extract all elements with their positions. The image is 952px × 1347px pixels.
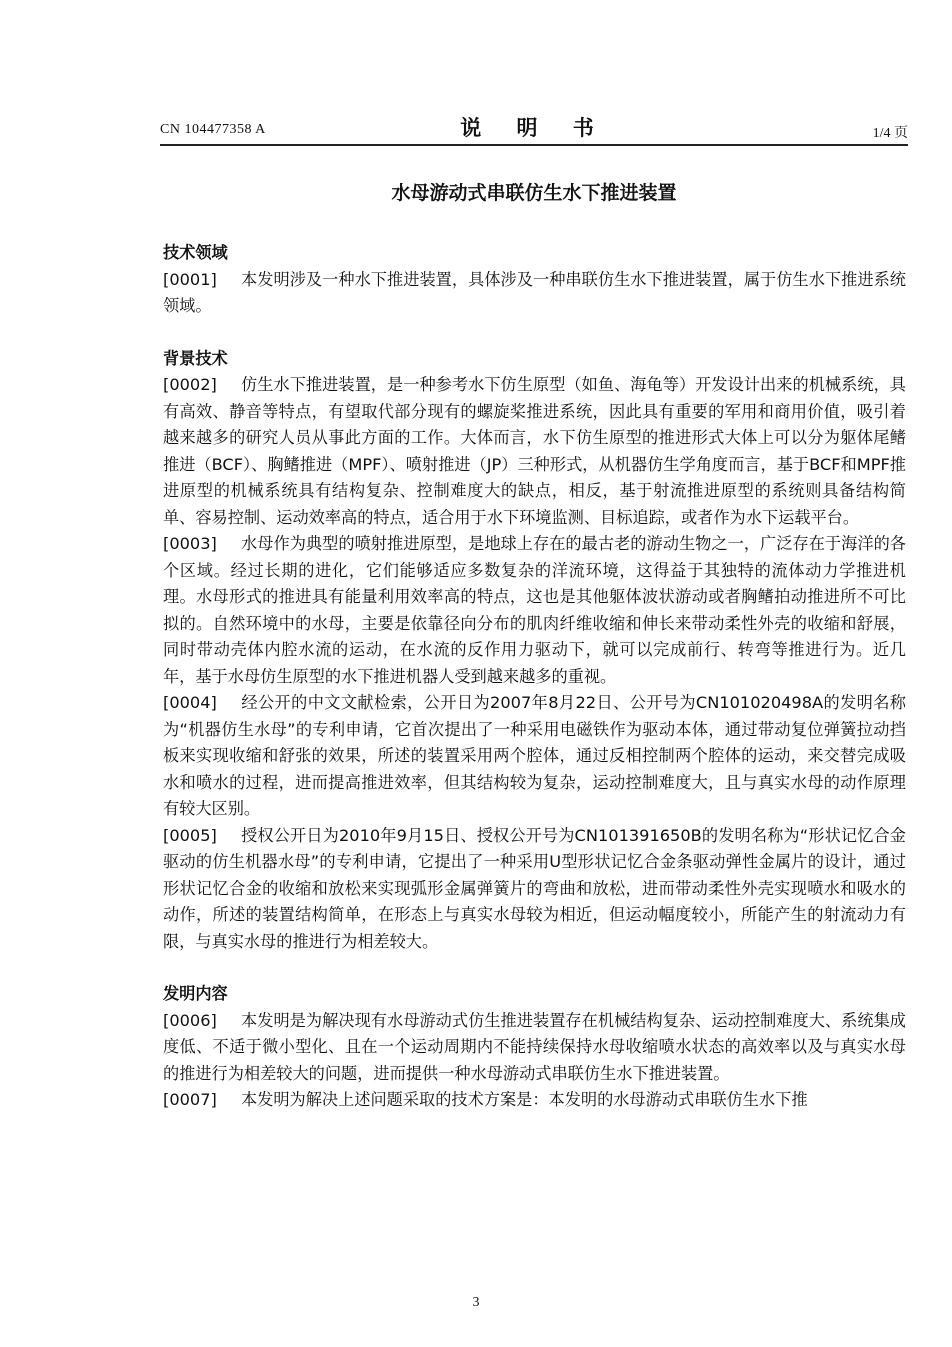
section-heading: 背景技术 (163, 348, 228, 368)
page-number: 3 (472, 1295, 480, 1310)
page-header (160, 112, 908, 146)
paragraph-0005 (163, 823, 906, 956)
paragraph-number: [0007] (163, 1090, 217, 1109)
document-body (163, 240, 906, 1114)
paragraph-number: [0005] (163, 825, 217, 845)
section-background (163, 346, 906, 956)
section-heading: 技术领域 (163, 243, 228, 262)
paragraph-text: 经公开的中文文献检索，公开日为2007年8月22日、公开号为CN101020498A的发明名称为“机器仿生水母”的专利申请，它首次提出了一种采用电磁铁作为驱动本体，通过带动复位弹簧拉动挡板来实现收缩和舒张的效果，所述的装置采用两个腔体，通过反相控制两个腔体的运动，来交替完成吸水和喷水的过程，进而提高推进效率，但其结构较为复杂，运动控制难度大，且与真实水母的动作原理有较大区别。 (163, 693, 906, 818)
section-invention-content (163, 981, 906, 1114)
paragraph-text: 水母作为典型的喷射推进原型，是地球上存在的最古老的游动生物之一，广泛存在于海洋的各个区域。经过长期的进化，它们能够适应多数复杂的洋流环境，这得益于其独特的流体动力学推进机理。水母形式的推进具有能量利用效率高的特点，这也是其他躯体波状游动或者胸鳍拍动推进所不可比拟的。自然环境中的水母，主要是依靠径向分布的肌肉纤维收缩和伸长来带动柔性外壳的收缩和舒展，同时带动壳体内腔水流的运动，在水流的反作用力驱动下，就可以完成前行、转弯等推进行为。近几年，基于水母仿生原型的水下推进机器人受到越来越多的重视。 (163, 534, 906, 686)
paragraph-0006 (163, 1008, 906, 1088)
paragraph-0001 (163, 267, 906, 320)
paragraph-number: [0002] (163, 375, 217, 394)
doc-number: CN 104477358 A (160, 122, 266, 137)
paragraph-text: 本发明是为解决现有水母游动式仿生推进装置存在机械结构复杂、运动控制难度大、系统集成度低、不适于微小型化、且在一个运动周期内不能持续保持水母收缩喷水状态的高效率以及与真实水母的推进行为相差较大的问题，进而提供一种水母游动式串联仿生水下推进装置。 (163, 1010, 906, 1083)
doc-type-title: 说 明 书 (460, 116, 608, 140)
paragraph-0007 (163, 1087, 906, 1114)
document-title: 水母游动式串联仿生水下推进装置 (391, 182, 677, 204)
paragraph-text: 授权公开日为2010年9月15日、授权公开号为CN101391650B的发明名称为“形状记忆合金驱动的仿生机器水母”的专利申请，它提出了一种采用U型形状记忆合金条驱动弹性金属片的设计，通过形状记忆合金的收缩和放松来实现弧形金属弹簧片的弯曲和放松，进而带动柔性外壳实现喷水和吸水的动作，所述的装置结构简单，在形态上与真实水母较为相近，但运动幅度较小，所能产生的射流动力有限，与真实水母的推进行为相差较大。 (163, 825, 906, 951)
paragraph-0002 (163, 372, 906, 531)
paragraph-0003 (163, 531, 906, 690)
paragraph-number: [0003] (163, 534, 217, 553)
page-info: 1/4 页 (872, 126, 908, 141)
paragraph-text: 仿生水下推进装置，是一种参考水下仿生原型（如鱼、海龟等）开发设计出来的机械系统，具有高效、静音等特点，有望取代部分现有的螺旋桨推进系统，因此具有重要的军用和商用价值，吸引着越来越多的研究人员从事此方面的工作。大体而言，水下仿生原型的推进形式大体上可以分为躯体尾鳍推进（BCF）、胸鳍推进（MPF）、喷射推进（JP）三种形式，从机器仿生学角度而言，基于BCF和MPF推进原型的机械系统具有结构复杂、控制难度大的缺点，相反，基于射流推进原型的系统则具备结构简单、容易控制、运动效率高的特点，适合用于水下环境监测、目标追踪，或者作为水下运载平台。 (163, 375, 906, 527)
paragraph-text: 本发明为解决上述问题采取的技术方案是：本发明的水母游动式串联仿生水下推 (241, 1090, 808, 1109)
section-heading: 发明内容 (163, 984, 228, 1003)
paragraph-number: [0006] (163, 1010, 217, 1030)
paragraph-number: [0004] (163, 693, 217, 712)
paragraph-text: 本发明涉及一种水下推进装置，具体涉及一种串联仿生水下推进装置，属于仿生水下推进系统领域。 (163, 269, 906, 315)
paragraph-number: [0001] (163, 269, 217, 289)
section-technical-field (163, 240, 906, 320)
paragraph-0004 (163, 690, 906, 823)
